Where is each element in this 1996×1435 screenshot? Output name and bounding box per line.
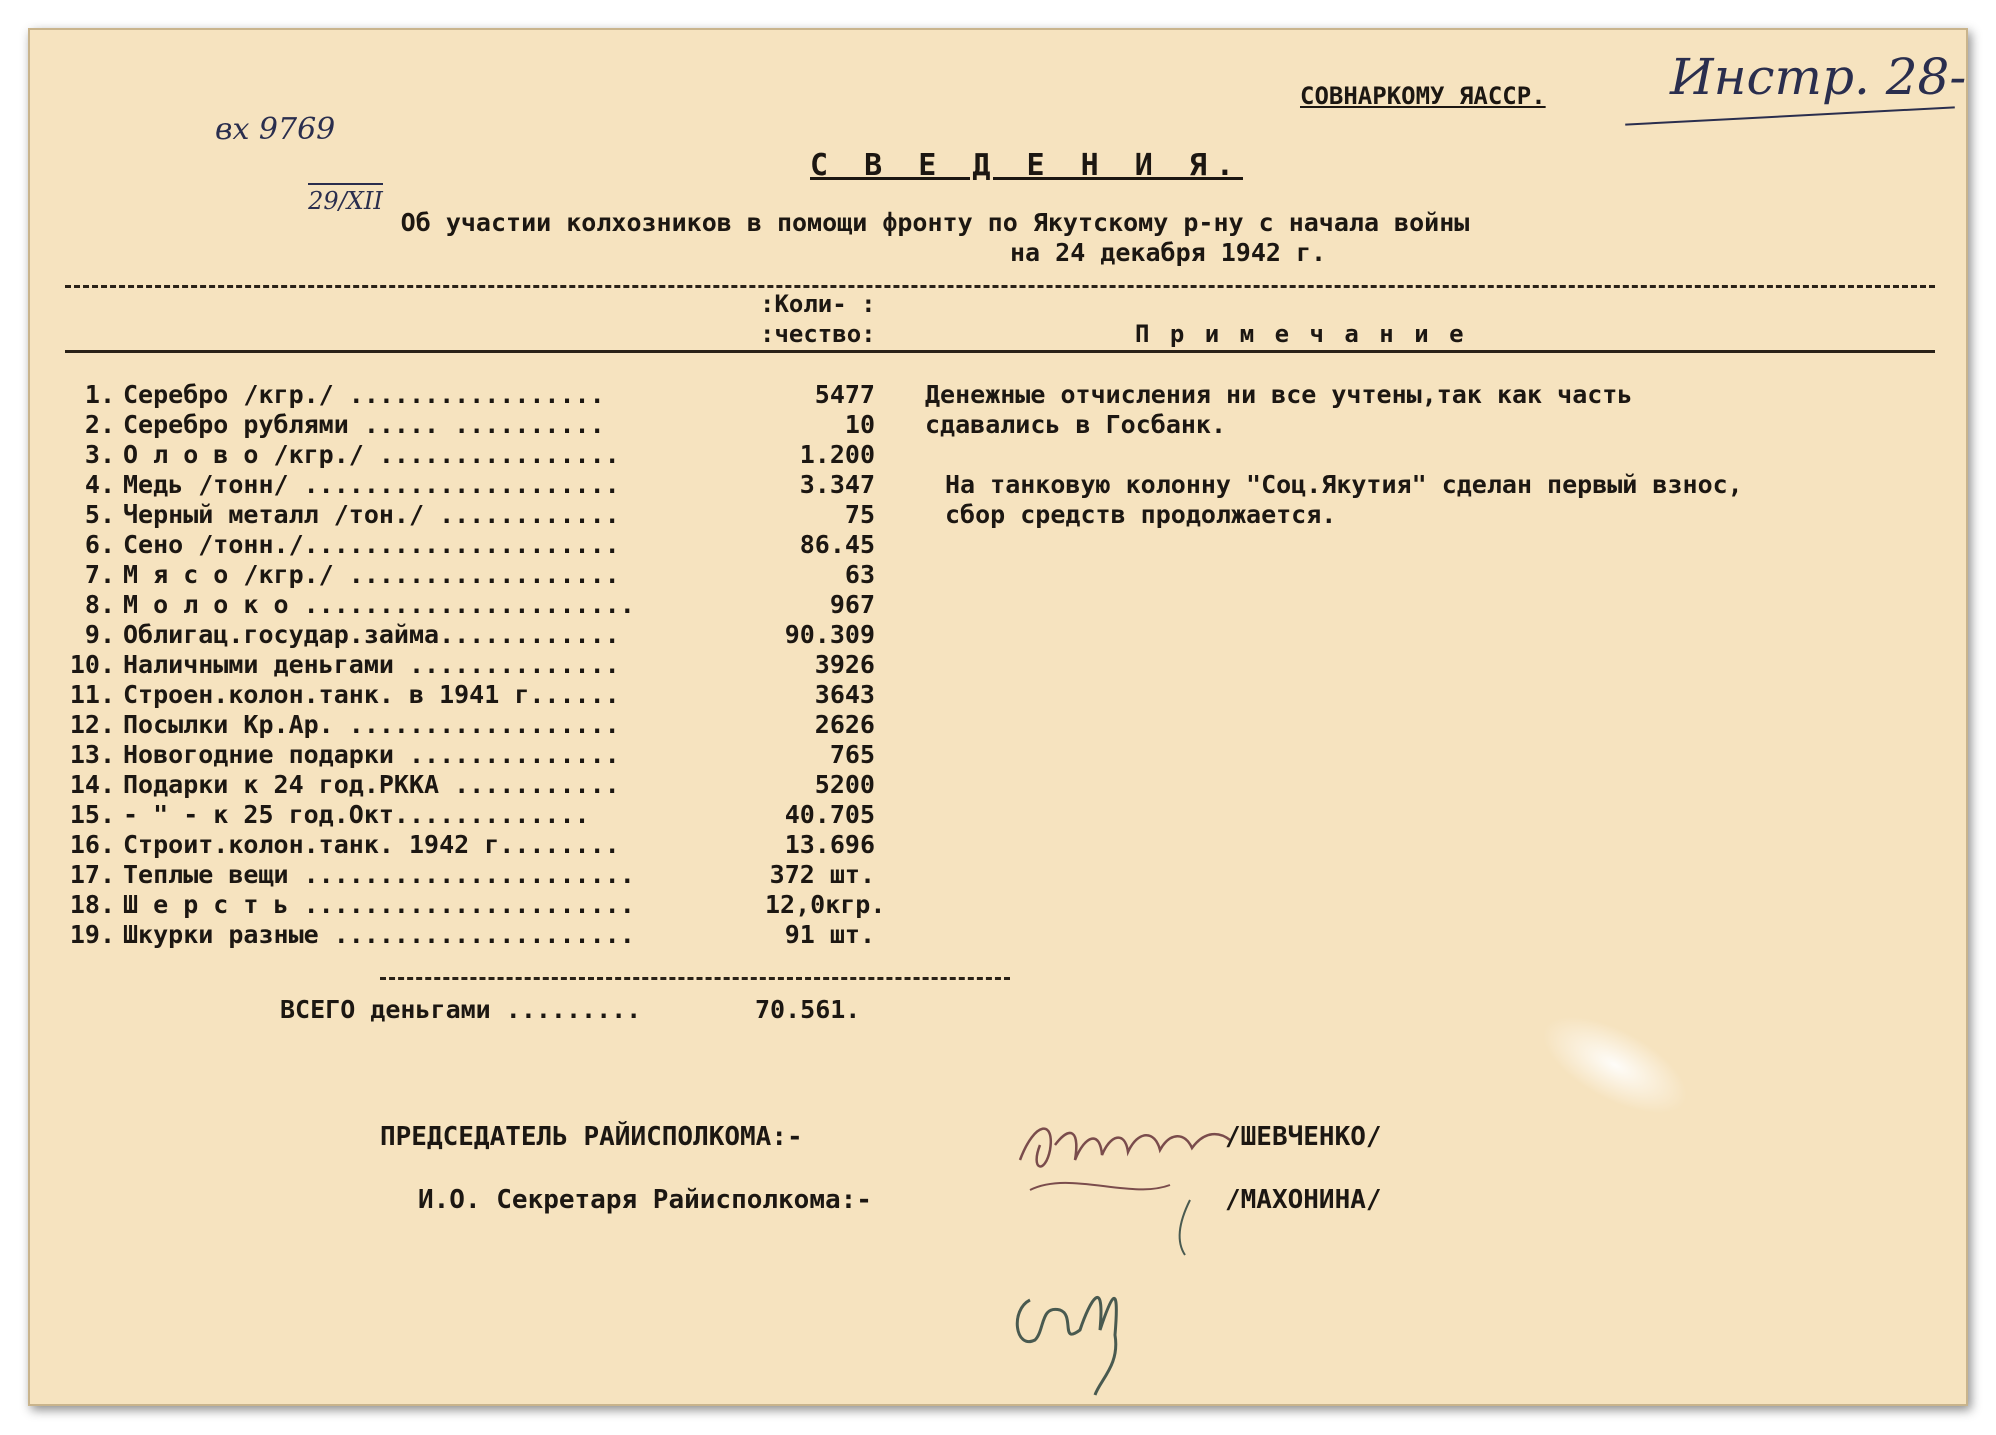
- document-subtitle-line2: на 24 декабря 1942 г.: [1010, 238, 1327, 267]
- note-line: На танковую колонну "Соц.Якутия" сделан первый взнос,: [945, 470, 1743, 499]
- resolution-underline: [1625, 106, 1955, 125]
- secretary-name: /МАХОНИНА/: [1225, 1185, 1382, 1215]
- secretary-title: И.О. Секретаря Райисполкома:-: [418, 1185, 872, 1215]
- document-sheet: вх 9769 29/XII СОВНАРКОМУ ЯАССР. Инстр. 28- С В Е Д Е Н И Я. Об участии колхозников в помощи фронту по Якутскому р-ну с начала войны на 24 декабря 1942 г. :Коли- : :чество: П р и м е ч а н и е 1. Серебро /кгр./ ................. 5477 2. Серебро рублями ..... .......... 10 3. О л о в о /кгр./ ................ 1.200 4. Медь /тонн/ ..................... 3.347 5. Черный металл /тон./ ............ 75 6. Сено /тонн./..................... 86.45 7. М я с о /кгр./ .................. 63 8. М о л о к о ...................... 967 9. Облигац.государ.займа............ 90.309 10. Наличными деньгами .............. 3926 11. Строен.колон.танк. в 1941 г...... 3643 12. Посылки Кр.Ар. .................. 2626 13. Новогодние подарки .............. 765 14. Подарки к 24 год.РККА ........... 5200 15. - " - к 25 год.Окт............. 40.705 16. Строит.колон.танк. 1942 г........ 13.696 17. Теплые вещи ...................... 372 шт. 18. Ш е р с т ь ...................... 12,0кгр. 19. Шкурки разные .................... 91 шт. ВСЕГО деньгами ......... 70.561. Денежные отчисления ни все учтены,так как часть сдавались в Госбанк. На танковую колонну "Соц.Якутия" сделан первый взнос, сбор средств продолжается. ПРЕДСЕДАТЕЛЬ РАЙИСПОЛКОМА:- /ШЕВЧЕНКО/ И.О. Секретаря Райисполкома:- /МАХОНИНА/: [28, 28, 1968, 1406]
- header-rule-top: [65, 285, 1935, 288]
- total-value: 70.561.: [755, 995, 861, 1024]
- secretary-signature: [990, 1180, 1210, 1400]
- column-note-header: П р и м е ч а н и е: [1135, 320, 1467, 348]
- addressee: СОВНАРКОМУ ЯАССР.: [1300, 82, 1546, 110]
- column-qty-header-line1: :Коли- :: [760, 290, 876, 318]
- note-line: сбор средств продолжается.: [945, 500, 1337, 529]
- header-rule-bottom: [65, 350, 1935, 353]
- document-subtitle-line1: Об участии колхозников в помощи фронту по Якутскому р-ну с начала войны: [400, 208, 1470, 237]
- paper-crease: [1528, 997, 1702, 1134]
- column-qty-header-line2: :чество:: [760, 320, 876, 348]
- note-line: сдавались в Госбанк.: [925, 410, 1227, 439]
- handwritten-resolution: Инстр. 28-: [1670, 48, 1967, 106]
- chair-title: ПРЕДСЕДАТЕЛЬ РАЙИСПОЛКОМА:-: [380, 1122, 803, 1152]
- registration-date: 29/XII: [308, 183, 383, 215]
- total-rule: [380, 977, 1010, 980]
- note-line: Денежные отчисления ни все учтены,так как часть: [925, 380, 1633, 409]
- total-label: ВСЕГО деньгами .........: [280, 995, 642, 1024]
- document-title: С В Е Д Е Н И Я.: [810, 148, 1243, 183]
- chair-name: /ШЕВЧЕНКО/: [1225, 1122, 1382, 1152]
- registration-number: вх 9769: [215, 112, 336, 147]
